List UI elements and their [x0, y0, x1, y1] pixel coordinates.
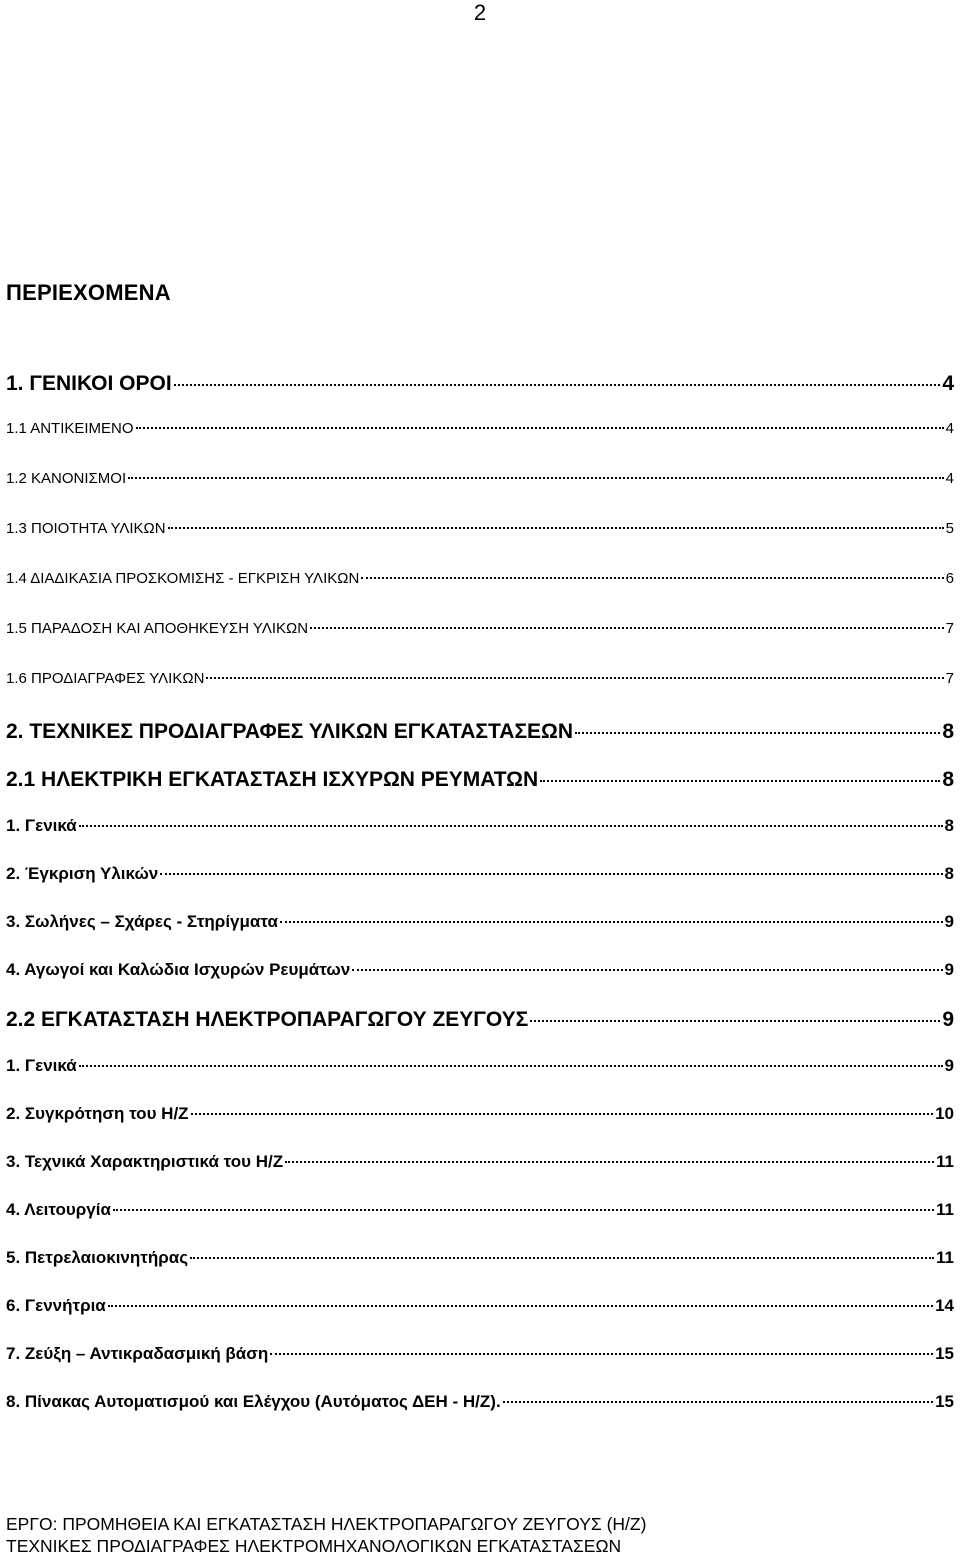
- toc-entry[interactable]: [6, 1008, 954, 1056]
- toc-entry-page: 9: [944, 912, 954, 931]
- toc-entry-label: 6. Γεννήτρια: [6, 1296, 106, 1315]
- toc-entry-page: 4: [945, 420, 954, 437]
- toc-entry-page: 15: [935, 1344, 954, 1363]
- toc-entry[interactable]: [6, 768, 954, 816]
- footer-spec-line: ΤΕΧΝΙΚΕΣ ΠΡΟΔΙΑΓΡΑΦΕΣ ΗΛΕΚΤΡΟΜΗΧΑΝΟΛΟΓΙΚΩΝ ΕΓΚΑΤΑΣΤΑΣΕΩΝ: [6, 1536, 622, 1556]
- toc-entry-page: 8: [944, 816, 954, 835]
- toc-entry[interactable]: [6, 960, 954, 1008]
- toc-entry[interactable]: [6, 620, 954, 670]
- toc-entry[interactable]: [6, 470, 954, 520]
- toc-entry[interactable]: [6, 1104, 954, 1152]
- toc-entry[interactable]: [6, 1392, 954, 1440]
- toc-dot-leader: [270, 1353, 933, 1355]
- toc-entry[interactable]: [6, 1200, 954, 1248]
- toc-entry-label: 1. ΓΕΝΙΚΟΙ ΟΡΟΙ: [6, 372, 172, 395]
- toc-entry-page: 8: [944, 864, 954, 883]
- toc-dot-leader: [352, 969, 942, 971]
- toc-entry-page: 7: [945, 670, 954, 687]
- toc-list: [6, 372, 954, 1440]
- toc-dot-leader: [503, 1401, 933, 1403]
- toc-entry-label: 4. Αγωγοί και Καλώδια Ισχυρών Ρευμάτων: [6, 960, 351, 979]
- toc-dot-leader: [113, 1209, 934, 1211]
- toc-dot-leader: [108, 1305, 933, 1307]
- toc-entry-page: 11: [936, 1152, 954, 1171]
- footer-project-line: ΕΡΓΟ: ΠΡΟΜΗΘΕΙΑ ΚΑΙ ΕΓΚΑΤΑΣΤΑΣΗ ΗΛΕΚΤΡΟΠΑΡΑΓΩΓΟΥ ΖΕΥΓΟΥΣ (Η/Ζ): [6, 1514, 647, 1534]
- toc-entry-label: 5. Πετρελαιοκινητήρας: [6, 1248, 189, 1267]
- toc-entry-page: 14: [935, 1296, 954, 1315]
- toc-entry-label: 1. Γενικά: [6, 816, 77, 835]
- toc-dot-leader: [206, 677, 943, 679]
- toc-entry[interactable]: [6, 720, 954, 768]
- toc-entry-page: 5: [945, 520, 954, 537]
- toc-entry-page: 11: [936, 1200, 954, 1219]
- toc-entry-label: 1.3 ΠΟΙΟΤΗΤΑ ΥΛΙΚΩΝ: [6, 520, 166, 537]
- toc-entry-label: 2.2 ΕΓΚΑΤΑΣΤΑΣΗ ΗΛΕΚΤΡΟΠΑΡΑΓΩΓΟΥ ΖΕΥΓΟΥΣ: [6, 1008, 529, 1031]
- toc-entry[interactable]: [6, 670, 954, 720]
- toc-entry-label: 1.4 ΔΙΑΔΙΚΑΣΙΑ ΠΡΟΣΚΟΜΙΣΗΣ - ΕΓΚΡΙΣΗ ΥΛΙΚΩΝ: [6, 570, 360, 587]
- toc-entry-page: 7: [945, 620, 954, 637]
- toc-dot-leader: [361, 577, 943, 579]
- toc-dot-leader: [530, 1020, 940, 1022]
- toc-entry-page: 15: [935, 1392, 954, 1411]
- toc-entry[interactable]: [6, 1248, 954, 1296]
- toc-entry-page: 9: [942, 1008, 954, 1031]
- toc-entry-page: 9: [944, 1056, 954, 1075]
- toc-entry[interactable]: [6, 864, 954, 912]
- footer: [6, 1513, 954, 1557]
- toc-entry[interactable]: [6, 1056, 954, 1104]
- page-number: 2: [473, 0, 487, 25]
- toc-dot-leader: [160, 873, 942, 875]
- toc-entry-label: 1. Γενικά: [6, 1056, 77, 1075]
- toc-title: ΠΕΡΙΕΧΟΜΕΝΑ: [6, 280, 171, 305]
- toc-entry-label: 1.1 ΑΝΤΙΚΕΙΜΕΝΟ: [6, 420, 134, 437]
- toc-entry-page: 6: [945, 570, 954, 587]
- toc-entry-page: 11: [936, 1248, 954, 1267]
- toc-entry[interactable]: [6, 420, 954, 470]
- toc-entry-label: 2.1 ΗΛΕΚΤΡΙΚΗ ΕΓΚΑΤΑΣΤΑΣΗ ΙΣΧΥΡΩΝ ΡΕΥΜΑΤΩΝ: [6, 768, 539, 791]
- toc-entry-page: 10: [935, 1104, 954, 1123]
- toc-entry[interactable]: [6, 1152, 954, 1200]
- toc-entry-page: 4: [942, 372, 954, 395]
- toc-entry[interactable]: [6, 570, 954, 620]
- toc-entry-page: 8: [942, 720, 954, 743]
- toc-entry-label: 1.5 ΠΑΡΑΔΟΣΗ ΚΑΙ ΑΠΟΘΗΚΕΥΣΗ ΥΛΙΚΩΝ: [6, 620, 309, 637]
- toc-dot-leader: [575, 732, 940, 734]
- toc-entry-label: 1.6 ΠΡΟΔΙΑΓΡΑΦΕΣ ΥΛΙΚΩΝ: [6, 670, 205, 687]
- toc-entry-label: 2. ΤΕΧΝΙΚΕΣ ΠΡΟΔΙΑΓΡΑΦΕΣ ΥΛΙΚΩΝ ΕΓΚΑΤΑΣΤΑΣΕΩΝ: [6, 720, 574, 743]
- toc-dot-leader: [79, 1065, 943, 1067]
- toc-entry-label: 3. Σωλήνες – Σχάρες - Στηρίγματα: [6, 912, 278, 931]
- toc-dot-leader: [310, 627, 944, 629]
- toc-dot-leader: [540, 780, 940, 782]
- toc-entry-label: 8. Πίνακας Αυτοματισμού και Ελέγχου (Αυτόματος ΔΕΗ - Η/Ζ).: [6, 1392, 501, 1411]
- toc-dot-leader: [190, 1257, 934, 1259]
- toc-entry-label: 1.2 ΚΑΝΟΝΙΣΜΟΙ: [6, 470, 127, 487]
- toc-entry[interactable]: [6, 816, 954, 864]
- toc-entry-label: 7. Ζεύξη – Αντικραδασμική βάση: [6, 1344, 269, 1363]
- toc-dot-leader: [174, 384, 941, 386]
- toc-entry[interactable]: [6, 912, 954, 960]
- toc-entry[interactable]: [6, 372, 954, 420]
- toc-entry-page: 9: [944, 960, 954, 979]
- toc-dot-leader: [280, 921, 943, 923]
- toc-entry[interactable]: [6, 1296, 954, 1344]
- toc-dot-leader: [128, 477, 944, 479]
- toc-entry-label: 2. Έγκριση Υλικών: [6, 864, 159, 883]
- toc-entry[interactable]: [6, 1344, 954, 1392]
- toc-entry-page: 8: [942, 768, 954, 791]
- toc-dot-leader: [79, 825, 943, 827]
- toc-entry-label: 4. Λειτουργία: [6, 1200, 111, 1219]
- toc-dot-leader: [285, 1161, 934, 1163]
- toc-entry-page: 4: [945, 470, 954, 487]
- toc-dot-leader: [191, 1113, 934, 1115]
- toc-entry-label: 3. Τεχνικά Χαρακτηριστικά του Η/Ζ: [6, 1152, 284, 1171]
- toc-entry[interactable]: [6, 520, 954, 570]
- toc-dot-leader: [168, 527, 944, 529]
- toc-dot-leader: [136, 427, 944, 429]
- toc-entry-label: 2. Συγκρότηση του Η/Ζ: [6, 1104, 189, 1123]
